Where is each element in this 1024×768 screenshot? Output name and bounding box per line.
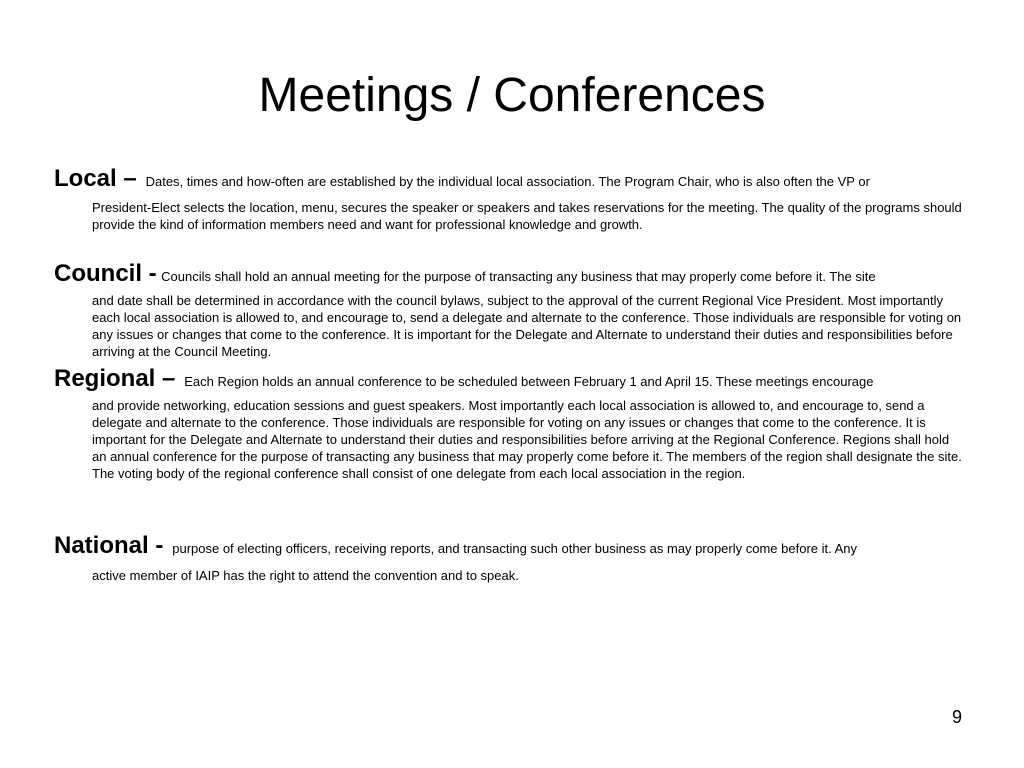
slide-title: Meetings / Conferences (258, 69, 766, 122)
section-local-first-line (54, 164, 966, 197)
section-national-heading: National - (54, 532, 164, 559)
section-council (54, 259, 966, 360)
section-regional-text-first: Each Region holds an annual conference to be scheduled between February 1 and April 15. These meetings encourage (184, 374, 874, 389)
section-national-first-line (54, 531, 966, 564)
section-regional (54, 364, 966, 482)
section-regional-first-line (54, 364, 966, 397)
page-number: 9 (951, 707, 962, 727)
section-local (54, 164, 966, 233)
section-council-first-line (54, 259, 966, 292)
section-local-text-rest: President-Elect selects the location, menu, secures the speaker or speakers and takes reservations for the meeting. The quality of the programs should provide the kind of information members need and want for professional knowledge and growth. (92, 200, 962, 232)
section-council-text-first: Councils shall hold an annual meeting for the purpose of transacting any business that may properly come before it. The site (161, 269, 876, 284)
section-regional-heading: Regional – (54, 365, 176, 392)
section-local-text-first: Dates, times and how-often are established by the individual local association. The Program Chair, who is also often the VP or (145, 174, 870, 189)
section-council-heading: Council - (54, 260, 157, 287)
section-national-text-rest: active member of IAIP has the right to attend the convention and to speak. (92, 568, 519, 583)
section-national-text-first: purpose of electing officers, receiving reports, and transacting such other business as may properly come before it. Any (172, 541, 858, 556)
section-national (54, 531, 966, 584)
section-local-heading: Local – (54, 165, 137, 192)
section-regional-text-rest: and provide networking, education sessions and guest speakers. Most importantly each local association is allowed to, and encourage to, send a delegate and alternate to the conference. Those individuals are responsible for voting on any issues or changes that come to the conference. It is important for the Delegate and Alternate to understand their duties and responsibilities before arriving at the Regional Conference. Regions shall hold an annual conference for the purpose of transacting any business that may properly come before it. The members of the region shall designate the site. The voting body of the regional conference shall consist of one delegate from each local association in the region. (92, 398, 962, 481)
section-council-text-rest: and date shall be determined in accordance with the council bylaws, subject to the approval of the current Regional Vice President. Most importantly each local association is allowed to, and encourage to, send a delegate and alternate to the conference. Those individuals are responsible for voting on any issues or changes that come to the conference. It is important for the Delegate and Alternate to understand their duties and responsibilities before arriving at the Council Meeting. (92, 293, 962, 359)
